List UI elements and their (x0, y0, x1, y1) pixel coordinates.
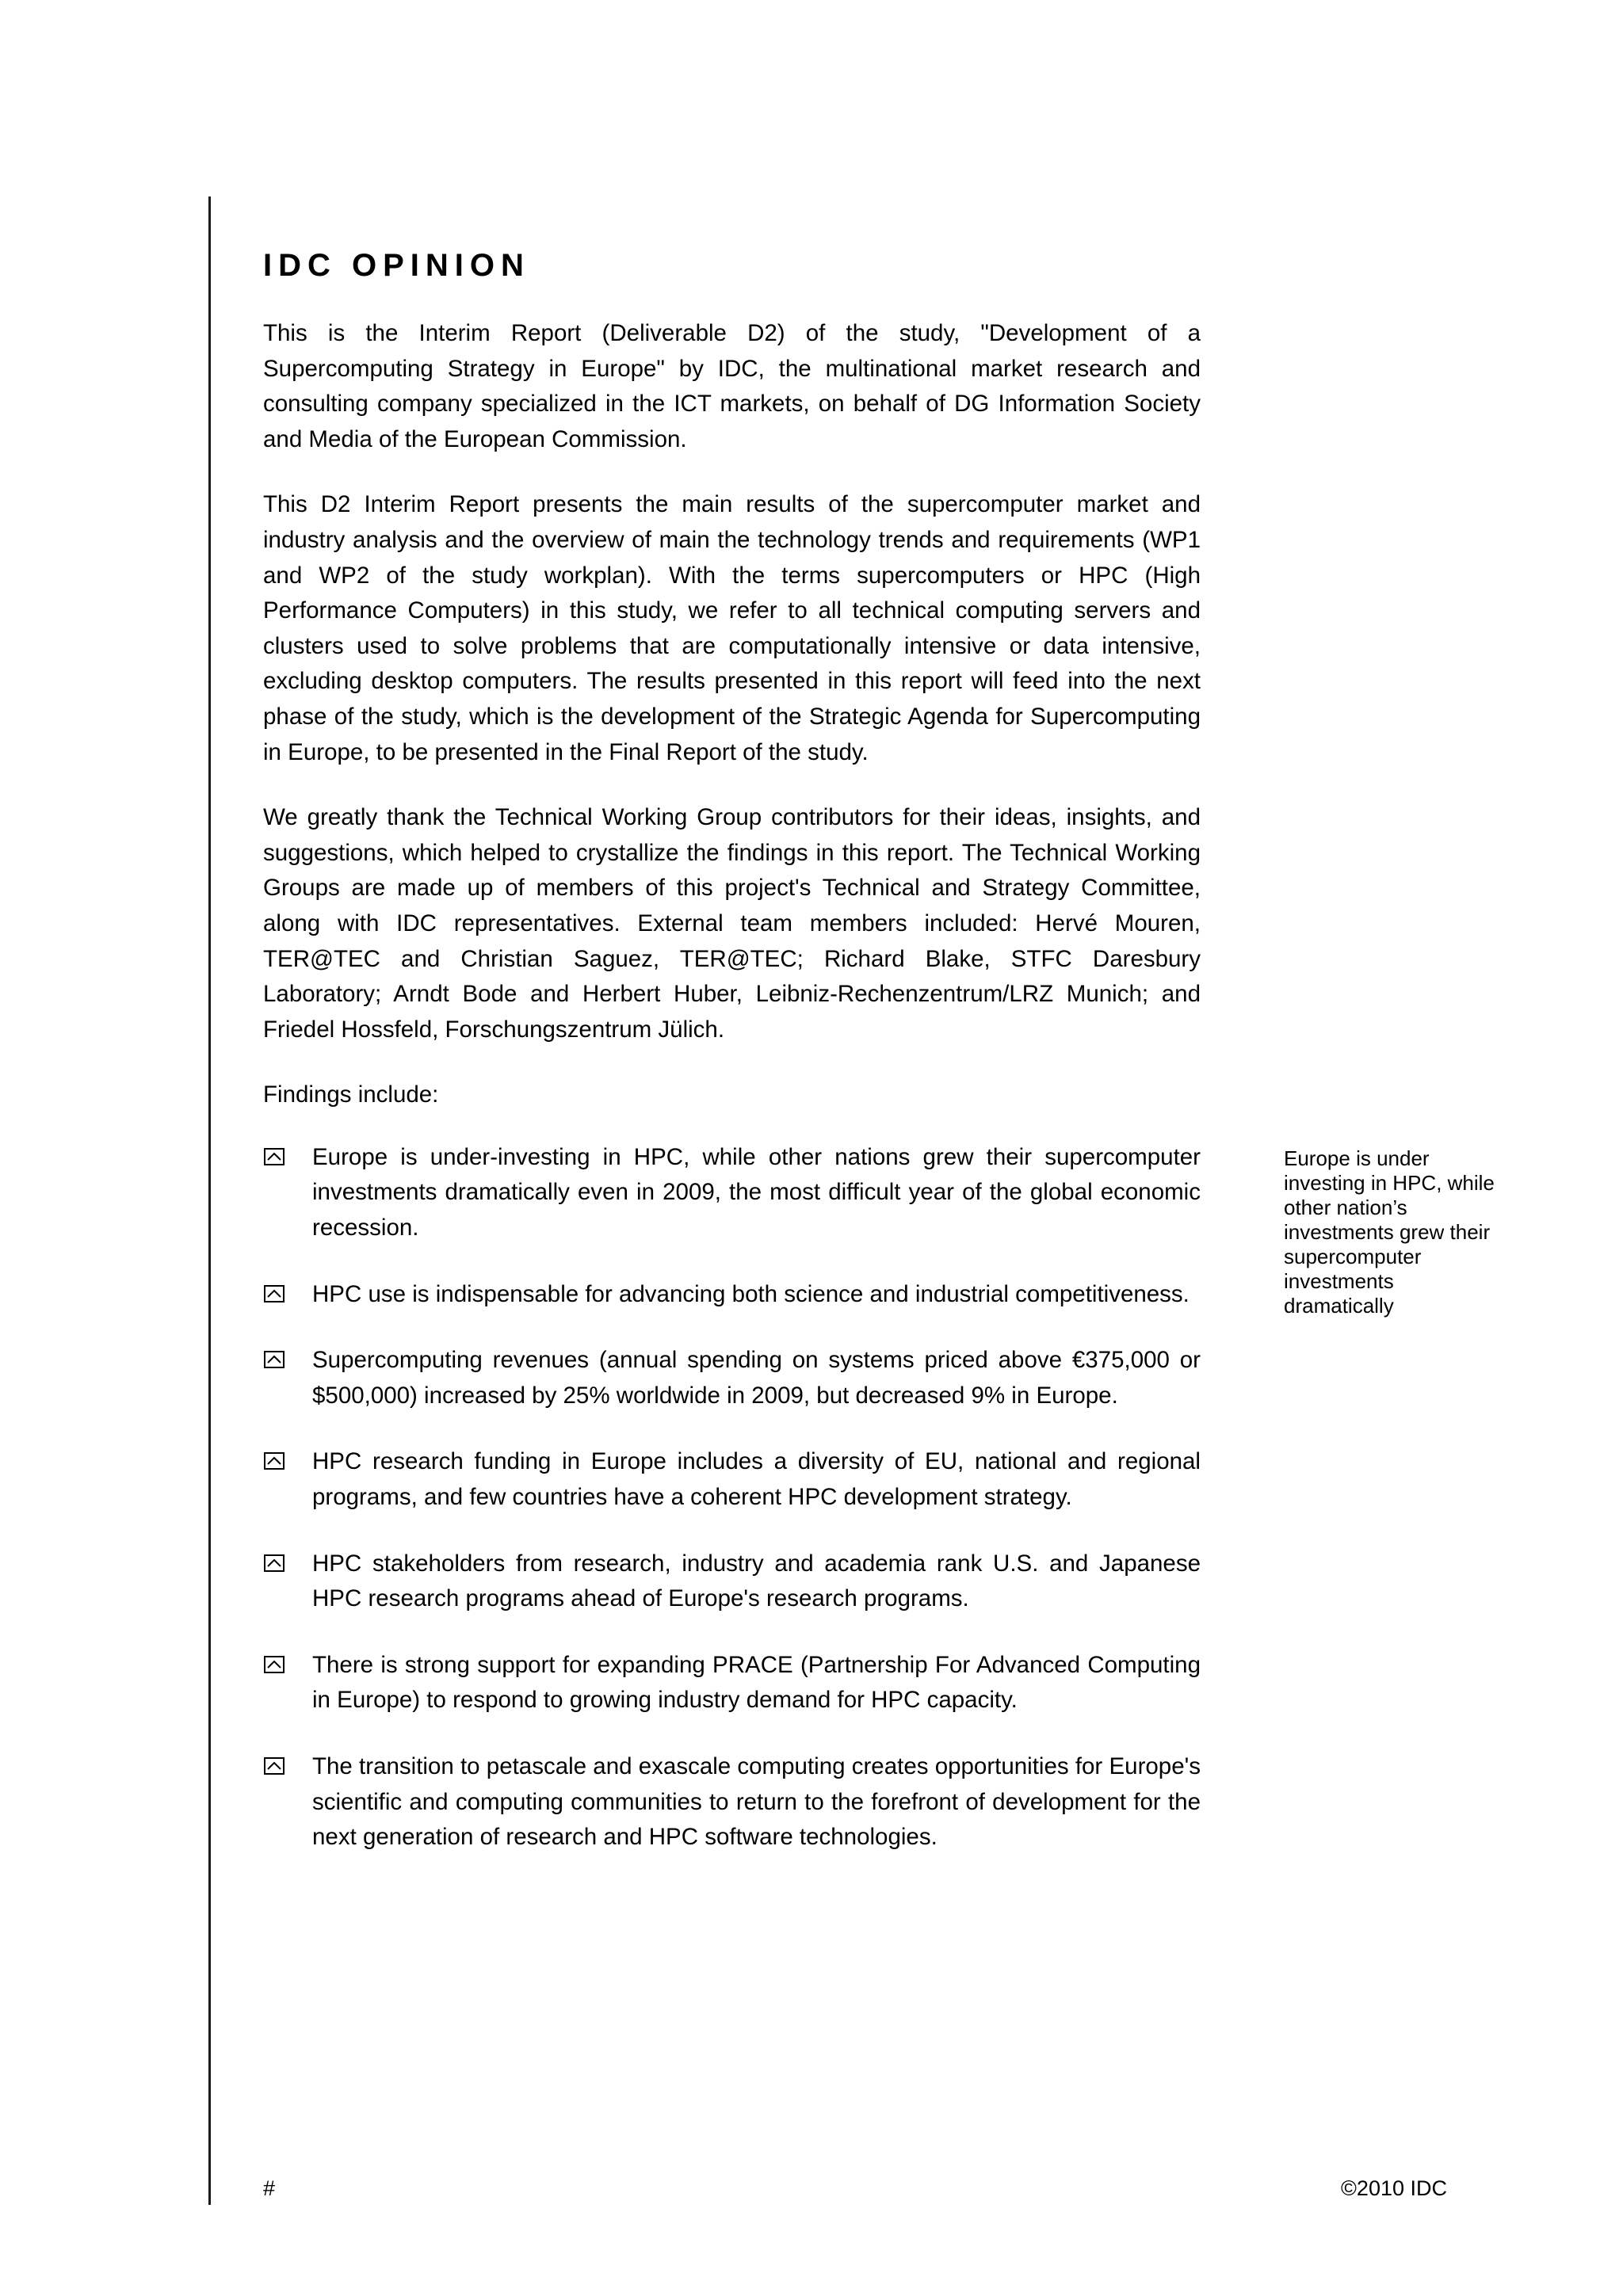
findings-intro: Findings include: (263, 1081, 439, 1108)
finding-item (263, 1140, 1201, 1246)
checkbox-chevron-icon (264, 1285, 285, 1302)
margin-sidenote: Europe is under investing in HPC, while other nation’s investments grew their supercomputer investments dramatically (1284, 1146, 1495, 1318)
finding-item (263, 1749, 1201, 1855)
finding-item (263, 1648, 1201, 1718)
page-title: IDC OPINION (263, 248, 530, 283)
finding-item (263, 1547, 1201, 1617)
finding-text: The transition to petascale and exascale computing creates opportunities for Europe's scientific and computing communities to return to the forefront of development for the next generation of research and HPC software technologies. (312, 1753, 1201, 1851)
checkbox-chevron-icon (264, 1452, 285, 1470)
paragraph-acknowledgements: We greatly thank the Technical Working Group contributors for their ideas, insights, and suggestions, which helped to crystallize the findings in this report. The Technical Working Groups are made up of members of this project's Technical and Strategy Committee, along with IDC representatives. External team members included: Hervé Mouren, TER@TEC and Christian Saguez, TER@TEC; Richard Blake, STFC Daresbury Laboratory; Arndt Bode and Herbert Huber, Leibniz-Rechenzentrum/LRZ Munich; and Friedel Hossfeld, Forschungszentrum Jülich. (263, 804, 1201, 1043)
paragraph-intro: This is the Interim Report (Deliverable D2) of the study, "Development of a Supercomputing Strategy in Europe" by IDC, the multinational market research and consulting company specialized in the ICT markets, on behalf of DG Information Society and Media of the European Commission. (263, 320, 1201, 452)
page-number: # (263, 2176, 276, 2200)
finding-item (263, 1343, 1201, 1413)
checkbox-chevron-icon (264, 1554, 285, 1572)
main-content (263, 242, 1201, 1886)
checkbox-chevron-icon (264, 1757, 285, 1775)
paragraph-scope: This D2 Interim Report presents the main results of the supercomputer market and industry analysis and the overview of main the technology trends and requirements (WP1 and WP2 of the study workplan). With the terms supercomputers or HPC (High Performance Computers) in this study, we refer to all technical computing servers and clusters used to solve problems that are computationally intensive or data intensive, excluding desktop computers. The results presented in this report will feed into the next phase of the study, which is the development of the Strategic Agenda for Supercomputing in Europe, to be presented in the Final Report of the study. (263, 491, 1201, 765)
finding-text: HPC research funding in Europe includes a diversity of EU, national and regional programs, and few countries have a coherent HPC development strategy. (312, 1448, 1201, 1511)
finding-item (263, 1444, 1201, 1515)
finding-text: There is strong support for expanding PRACE (Partnership For Advanced Computing in Europe) to respond to growing industry demand for HPC capacity. (312, 1651, 1201, 1714)
finding-text: HPC use is indispensable for advancing both science and industrial competitiveness. (312, 1280, 1190, 1307)
checkbox-chevron-icon (264, 1656, 285, 1673)
checkbox-chevron-icon (264, 1148, 285, 1165)
findings-list (263, 1140, 1201, 1855)
finding-item (263, 1277, 1201, 1313)
margin-rule (208, 196, 211, 2205)
copyright: ©2010 IDC (1341, 2176, 1447, 2200)
checkbox-chevron-icon (264, 1351, 285, 1368)
finding-text: Europe is under-investing in HPC, while other nations grew their supercomputer investments dramatically even in 2009, the most difficult year of the global economic recession. (312, 1143, 1201, 1241)
finding-text: Supercomputing revenues (annual spending on systems priced above €375,000 or $500,000) increased by 25% worldwide in 2009, but decreased 9% in Europe. (312, 1347, 1201, 1409)
finding-text: HPC stakeholders from research, industry and academia rank U.S. and Japanese HPC research programs ahead of Europe's research programs. (312, 1550, 1201, 1612)
